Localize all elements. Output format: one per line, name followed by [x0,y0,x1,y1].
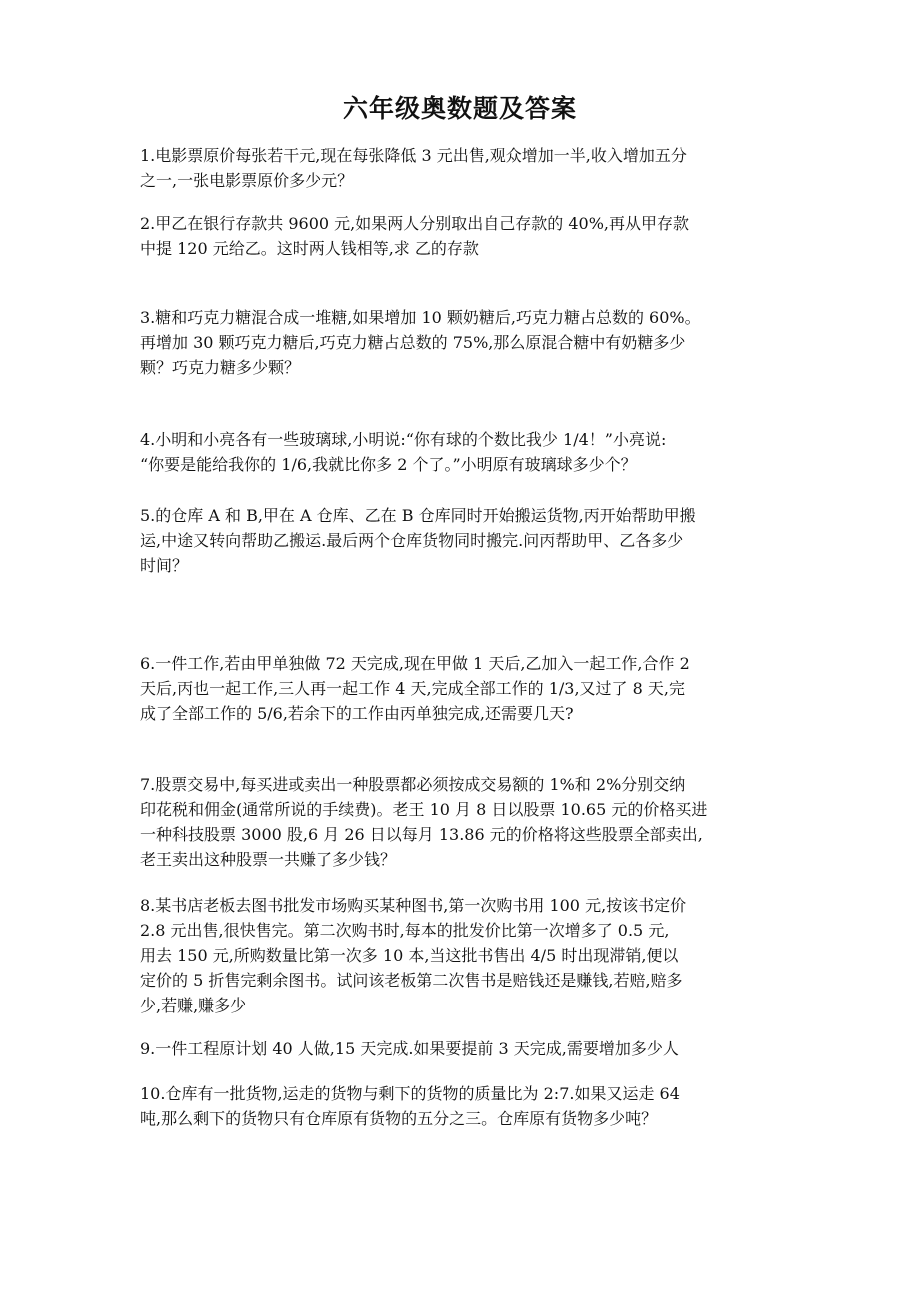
question-line: 天后,丙也一起工作,三人再一起工作 4 天,完成全部工作的 1/3,又过了 8 天,完 [140,679,685,698]
question-line: 2.甲乙在银行存款共 9600 元,如果两人分别取出自己存款的 40%,再从甲存款 [140,214,689,233]
question-line: 之一,一张电影票原价多少元？ [140,171,354,190]
question-10 [140,1081,780,1131]
question-8 [140,893,780,1018]
question-7 [140,772,780,872]
question-line: 颗？巧克力糖多少颗？ [140,358,301,377]
question-line: 4.小明和小亮各有一些玻璃球,小明说:“你有球的个数比我少 1/4！”小亮说: [140,430,667,449]
question-line: 时间？ [140,556,189,575]
question-line: 中提 120 元给乙。这时两人钱相等,求 乙的存款 [140,239,479,258]
question-1 [140,143,780,193]
question-line: 老王卖出这种股票一共赚了多少钱？ [140,850,397,869]
question-line: 6.一件工作,若由甲单独做 72 天完成,现在甲做 1 天后,乙加入一起工作,合作 2 [140,654,690,673]
question-3 [140,305,780,380]
question-6 [140,651,780,726]
question-line: 再增加 30 颗巧克力糖后,巧克力糖占总数的 75%,那么原混合糖中有奶糖多少 [140,333,686,352]
question-line: 用去 150 元,所购数量比第一次多 10 本,当这批书售出 4/5 时出现滞销,便以 [140,946,679,965]
question-line: 3.糖和巧克力糖混合成一堆糖,如果增加 10 颗奶糖后,巧克力糖占总数的 60%。 [140,308,701,327]
question-line: 少,若赚,赚多少 [140,996,247,1015]
question-line: 吨,那么剩下的货物只有仓库原有货物的五分之三。仓库原有货物多少吨？ [140,1109,658,1128]
question-line: 定价的 5 折售完剩余图书。试问该老板第二次售书是赔钱还是赚钱,若赔,赔多 [140,971,683,990]
question-line: “你要是能给我你的 1/6,我就比你多 2 个了。”小明原有玻璃球多少个？ [140,455,637,474]
question-line: 8.某书店老板去图书批发市场购买某种图书,第一次购书用 100 元,按该书定价 [140,896,687,915]
question-line: 9.一件工程原计划 40 人做,15 天完成.如果要提前 3 天完成,需要增加多少人 [140,1039,679,1058]
question-5 [140,503,780,578]
question-line: 5.的仓库 A 和 B,甲在 A 仓库、乙在 B 仓库同时开始搬运货物,丙开始帮助甲搬 [140,506,696,525]
question-4 [140,427,780,477]
question-line: 7.股票交易中,每买进或卖出一种股票都必须按成交易额的 1%和 2%分别交纳 [140,775,686,794]
question-line: 运,中途又转向帮助乙搬运.最后两个仓库货物同时搬完.问丙帮助甲、乙各多少 [140,531,684,550]
document-title: 六年级奥数题及答案 [342,94,577,123]
question-line: 一种科技股票 3000 股,6 月 26 日以每月 13.86 元的价格将这些股票全部卖出, [140,825,703,844]
question-9 [140,1036,780,1061]
question-line: 成了全部工作的 5/6,若余下的工作由丙单独完成,还需要几天? [140,704,574,723]
question-line: 10.仓库有一批货物,运走的货物与剩下的货物的质量比为 2:7.如果又运走 64 [140,1084,680,1103]
question-line: 印花税和佣金(通常所说的手续费)。老王 10 月 8 日以股票 10.65 元的价格买进 [140,800,708,819]
question-line: 1.电影票原价每张若干元,现在每张降低 3 元出售,观众增加一半,收入增加五分 [140,146,687,165]
question-line: 2.8 元出售,很快售完。第二次购书时,每本的批发价比第一次增多了 0.5 元, [140,921,670,940]
question-2 [140,211,780,261]
